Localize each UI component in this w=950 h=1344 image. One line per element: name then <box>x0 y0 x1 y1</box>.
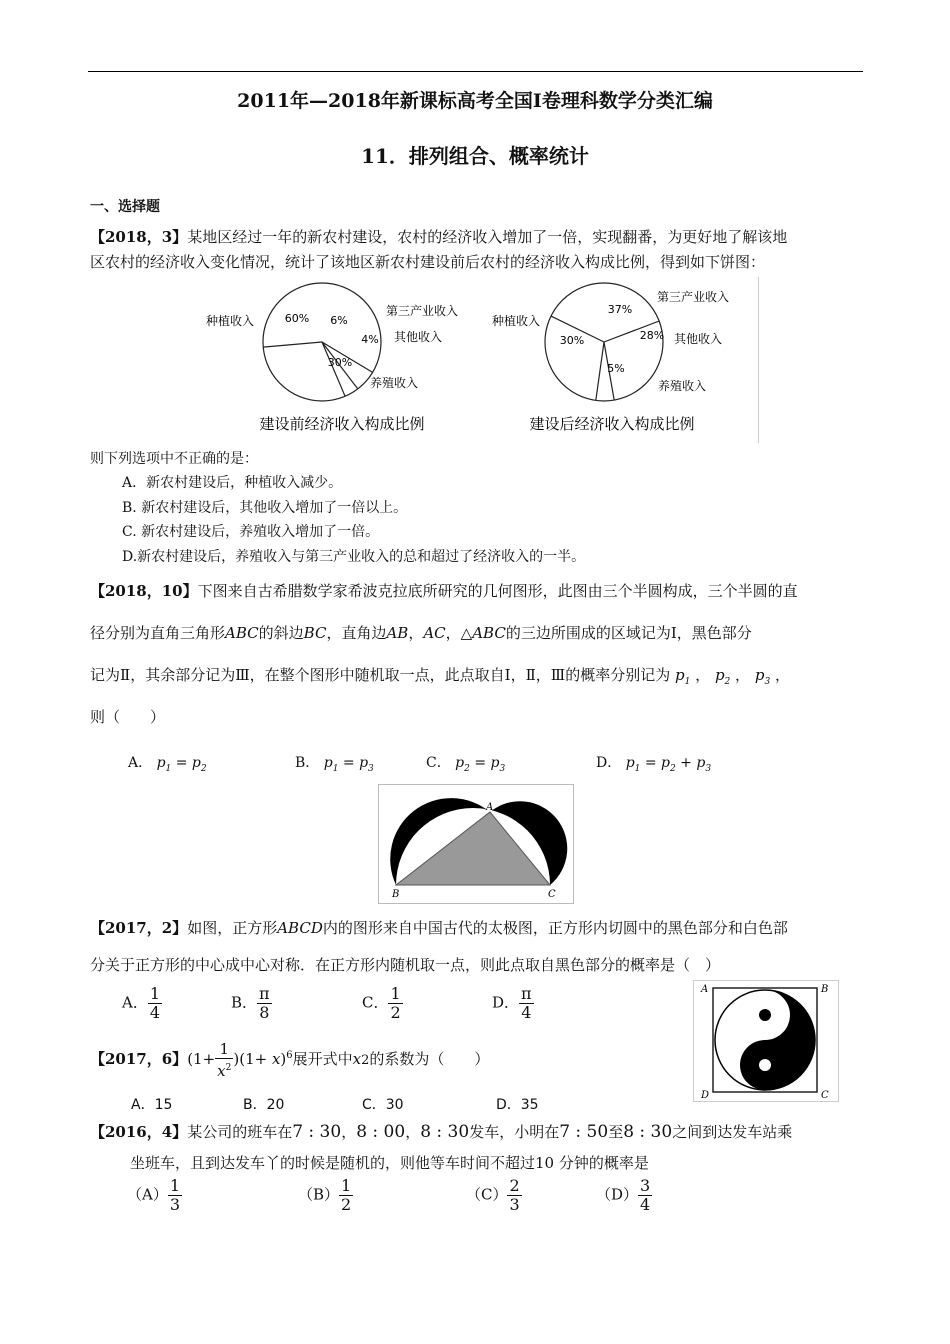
pie-value-label: 30% <box>327 356 353 369</box>
q1-option-b: B. 新农村建设后，其他收入增加了一倍以上。 <box>122 500 408 516</box>
q3-option-c: C． $\frac{1}{2}$ <box>362 984 401 1022</box>
q2-option-c: C． $p_2 = p_3$ <box>426 755 506 774</box>
q5-option-c: （C） $\frac{2}{3}$ <box>466 1176 520 1214</box>
q4-option-d: D．35 <box>496 1097 539 1113</box>
q3-option-b: B． $\frac{\pi}{8}$ <box>231 984 270 1022</box>
pie-category-label: 养殖收入 <box>658 379 707 393</box>
p3-symbol: $p_3$ <box>754 666 771 687</box>
q4-option-c: C．30 <box>362 1097 404 1113</box>
pie-value-label: 60% <box>284 312 310 325</box>
label-a: A <box>486 802 494 813</box>
label-d: D <box>701 1090 710 1101</box>
q2-line3: 记为Ⅱ，其余部分记为Ⅲ，在整个图形中随机取一点，此点取自Ⅰ，Ⅱ，Ⅲ的概率分别记为 $p_1$ ， $p_2$ ， $p_3$ ， <box>90 666 790 687</box>
pie-value-label: 28% <box>639 329 665 342</box>
label-a: A <box>701 984 709 995</box>
q5-option-a: （A） $\frac{1}{3}$ <box>127 1176 181 1214</box>
q4-option-a: A．15 <box>131 1097 173 1113</box>
pie-value-label: 4% <box>361 333 379 346</box>
pie-after <box>492 283 729 433</box>
pie-title: 建设后经济收入构成比例 <box>529 415 695 433</box>
taiji-dot-black <box>759 1009 771 1021</box>
document-subtitle: 11．排列组合、概率统计 <box>361 144 589 168</box>
pie-category-label: 第三产业收入 <box>657 290 730 304</box>
pie-value-label: 37% <box>607 303 633 316</box>
pie-value-label: 6% <box>330 314 348 327</box>
taiji-figure <box>693 980 839 1102</box>
pie-category-label: 其他收入 <box>394 330 443 344</box>
pie-category-label: 养殖收入 <box>370 376 419 390</box>
q5-option-b: （B） $\frac{1}{2}$ <box>298 1176 352 1214</box>
q2-option-b: B． $p_1 = p_3$ <box>295 755 374 774</box>
p1-symbol: $p_1$ <box>675 666 691 687</box>
q1-option-d: D.新农村建设后，养殖收入与第三产业收入的总和超过了经济收入的一半。 <box>122 549 586 565</box>
pie-value-label: 30% <box>559 334 585 347</box>
hippocrates-figure <box>378 784 574 904</box>
pie-charts-figure <box>202 277 759 443</box>
top-rule <box>88 71 863 72</box>
q5-line1: 【2016，4】某公司的班车在7 : 30，8 : 00，8 : 30发车，小明在7 : 50至8 : 30之间到达发车站乘 <box>90 1122 793 1142</box>
q3-option-d: D． $\frac{\pi}{4}$ <box>492 984 532 1022</box>
q5-option-d: （D） $\frac{3}{4}$ <box>596 1176 651 1214</box>
pie-title: 建设前经济收入构成比例 <box>259 415 425 433</box>
q1-line2: 区农村的经济收入变化情况，统计了该地区新农村建设前后农村的经济收入构成比例，得到如下饼图： <box>90 253 766 271</box>
section-heading: 一、选择题 <box>90 199 160 215</box>
taiji-dot-white <box>759 1059 771 1071</box>
pie-category-label: 种植收入 <box>492 314 541 328</box>
q2-line4: 则（ ） <box>90 708 166 726</box>
document-title: 2011年—2018年新课标高考全国Ⅰ卷理科数学分类汇编 <box>237 90 713 112</box>
pie-category-label: 种植收入 <box>206 314 255 328</box>
q3-option-a: A． $\frac{1}{4}$ <box>122 984 161 1022</box>
q4-expression: (1+ $\frac{1}{x^2}$ )$(1+ x)^6$ <box>187 1040 293 1080</box>
label-c: C <box>548 889 556 900</box>
q5-line2: 坐班车，且到达发车丫的时候是随机的，则他等车时间不超过10 分钟的概率是 <box>130 1154 649 1172</box>
q3-line1: 【2017，2】如图，正方形ABCD内的图形来自中国古代的太极图，正方形内切圆中的黑色部分和白色部 <box>90 919 788 937</box>
q3-line2: 分关于正方形的中心成中心对称．在正方形内随机取一点，则此点取自黑色部分的概率是（ ） <box>90 956 721 974</box>
label-c: C <box>821 1090 829 1101</box>
q1-option-a: A．新农村建设后，种植收入减少。 <box>122 475 343 491</box>
q1-stem: 则下列选项中不正确的是： <box>90 451 258 467</box>
label-b: B <box>821 984 829 995</box>
pie-before <box>206 283 458 433</box>
q1-option-c: C. 新农村建设后，养殖收入增加了一倍。 <box>122 524 380 540</box>
q2-line1: 【2018，10】下图来自古希腊数学家希波克拉底所研究的几何图形，此图由三个半圆构成，三个半圆的直 <box>90 582 798 600</box>
label-b: B <box>392 889 400 900</box>
q4-line: 【2017，6】(1+ $\frac{1}{x^2}$ )$(1+ x)^6$展开式中x2的系数为（ ） <box>90 1040 490 1080</box>
q2-line2: 径分别为直角三角形ABC的斜边BC，直角边AB，AC，△ABC的三边所围成的区域记为Ⅰ，黑色部分 <box>90 624 752 642</box>
taiji-svg <box>693 980 839 1102</box>
pie-category-label: 第三产业收入 <box>386 304 459 318</box>
hippocrates-svg <box>378 784 574 904</box>
q1-line1: 【2018，3】某地区经过一年的新农村建设，农村的经济收入增加了一倍，实现翻番，为更好地了解该地 <box>90 228 788 246</box>
q2-option-d: D． $p_1 = p_2 + p_3$ <box>596 755 712 774</box>
pie-value-label: 5% <box>607 362 625 375</box>
p2-symbol: $p_2$ <box>714 666 731 687</box>
pie-category-label: 其他收入 <box>674 332 723 346</box>
q2-option-a: A． $p_1 = p_2$ <box>128 755 207 774</box>
q4-option-b: B．20 <box>243 1097 285 1113</box>
pie-charts-svg <box>202 277 758 443</box>
